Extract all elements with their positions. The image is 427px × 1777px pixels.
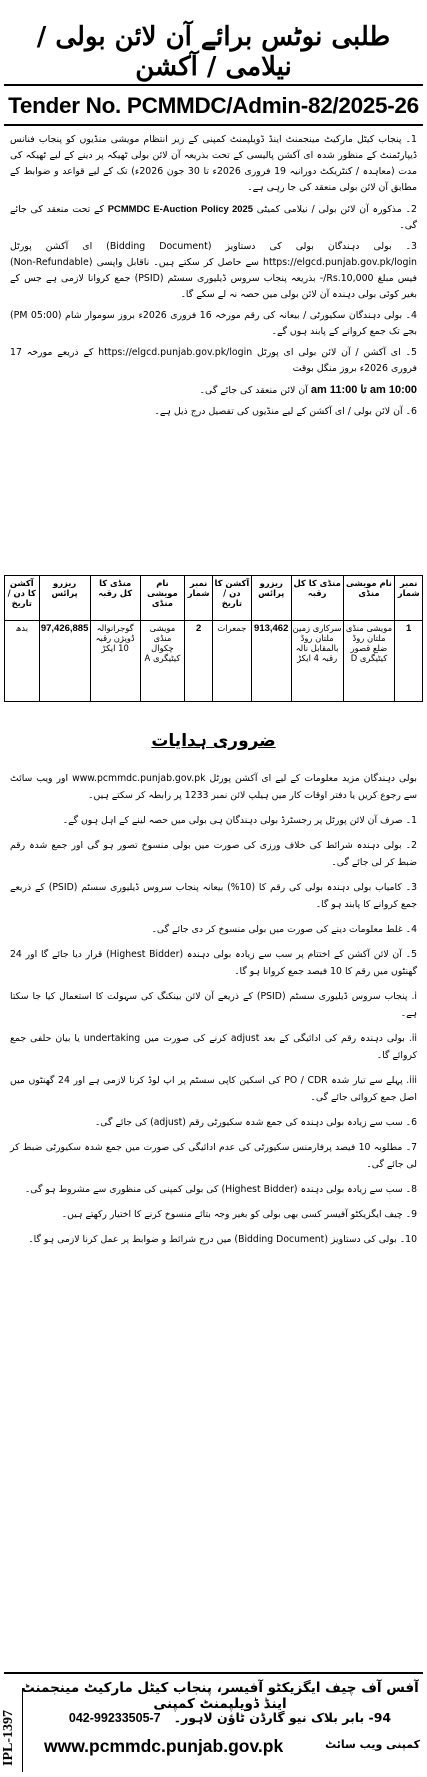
clause-6: 6۔ آن لائن بولی / ای آکشن کے لیے منڈیوں کی تفصیل درج ذیل ہے۔ bbox=[154, 406, 417, 417]
col-market-name-2: نام مویشی منڈی bbox=[140, 576, 185, 621]
clause-5-suffix: آن لائن منعقد کی جائے گی۔ bbox=[199, 385, 308, 396]
col-serial-2: نمبر شمار bbox=[185, 576, 213, 621]
clause-2-prefix: 2۔ مذکورہ آن لائن بولی / نیلامی کمیٹی bbox=[256, 204, 417, 215]
ipl-code: IPL-1397 bbox=[1, 1710, 16, 1766]
instruction-9: 9۔ چیف ایگزیکٹو آفیسر کسی بھی بولی کو بغیر وجہ بتائے منسوخ کرنے کا اختیار رکھتے ہیں۔ bbox=[61, 1209, 417, 1220]
clause-2 bbox=[10, 201, 417, 234]
clause-5-time bbox=[10, 382, 417, 399]
cell-market-name: مویشی منڈی ملتان روڈ ضلع قصور کیٹیگری D bbox=[343, 621, 395, 702]
instruction-10: 10۔ بولی کی دستاویز (Bidding Document) میں درج شرائط و ضوابط پر عمل کرنا لازمی ہو گا۔ bbox=[28, 1234, 417, 1245]
col-reserve-price-2: ریزرو پرائس bbox=[39, 576, 90, 621]
clause-5: 5۔ ای آکشن / آن لائن بولی ای پورٹل https://elgcd.punjab.gov.pk/login کے ذریعے مورخہ 17 فروری 2026ء بروز منگل بوقت bbox=[10, 347, 417, 374]
col-reserve-price: ریزرو پرائس bbox=[251, 576, 291, 621]
divider bbox=[4, 1672, 423, 1674]
col-auction-day-2: آکشن کا دن / تاریخ bbox=[5, 576, 40, 621]
instruction-3: 3۔ کامیاب بولی دہندہ بولی کی رقم کا (10%) بیعانہ پنجاب سروس ڈیلیوری سسٹم (PSID) کے ذریعے جمع کروانے کا پابند ہو گا۔ bbox=[10, 882, 417, 910]
instructions-heading: ضروری ہدایات bbox=[151, 731, 276, 751]
instruction-5: 5۔ آن لائن آکشن کے اختتام پر سب سے زیادہ بولی دہندہ (Highest Bidder) قرار دیا جائے گا اور 24 گھنٹوں میں رقم کا 10 فیصد جمع کروانا ہو گا۔ bbox=[10, 949, 417, 977]
instruction-5-ii: ii. بولی دہندہ رقم کی ادائیگی کے بعد adjust کرنے کی صورت میں undertaking یا بیان حلفی جمع کروائے گا۔ bbox=[10, 1033, 418, 1061]
cell-auction-day: جمعرات bbox=[212, 621, 251, 702]
instruction-intro: بولی دہندگان مزید معلومات کے لیے ای آکشن پورٹل www.pcmmdc.punjab.gov.pk اور ویب سائٹ سے رجوع کریں یا دفتر اوقات کار میں ہیلپ لائن نمبر 1233 پر رابطہ کر سکتے ہیں۔ bbox=[10, 773, 417, 801]
instruction-6: 6۔ سب سے زیادہ بولی دہندہ کی جمع شدہ سکیورٹی رقم (adjust) کی جائے گی۔ bbox=[94, 1117, 417, 1128]
clause-3: 3۔ بولی دہندگان بولی کی دستاویز (Bidding Document) ای آکشن پورٹل https://elgcd.punjab.gov.pk/login سے حاصل کر سکتے ہیں۔ ناقابل واپسی (Non-Refundable) فیس مبلغ Rs.10,000/- بذریعہ پنجاب سروس ڈیلیوری سسٹم (PSID) جمع کروانا لازمی ہے جس کے بغیر کوئی بولی دہندہ آن لائن بولی میں حصہ نہ لے سکے گا۔ bbox=[10, 241, 418, 300]
cell-area: سرکاری زمین ملتان روڈ بالمقابل نالہ رقبہ 4 ایکڑ bbox=[291, 621, 343, 702]
instruction-5-iii: iii. پہلے سے تیار شدہ PO / CDR کی اسکین کاپی سسٹم پر اپ لوڈ کرنا لازمی ہے اور 24 گھنٹوں میں اصل جمع کروائی جائے گی۔ bbox=[10, 1075, 417, 1103]
cell-serial-2: 2 bbox=[185, 621, 213, 702]
footer bbox=[0, 1678, 427, 1772]
col-market-name: نام مویشی منڈی bbox=[343, 576, 395, 621]
divider bbox=[4, 124, 423, 126]
col-auction-day: آکشن کا دن / تاریخ bbox=[212, 576, 251, 621]
clause-1: 1۔ پنجاب کیٹل مارکیٹ مینجمنٹ اینڈ ڈویلپمنٹ کمپنی کے زیر انتظام مویشی منڈیوں کو پنجاب فنانس ڈیپارٹمنٹ کے منظور شدہ ای آکشن پالیسی کے تحت بذریعہ آن لائن بولی ٹھیکہ پر دینے کے لیے ٹھیکہ کی مدت (معاہدہ / کنٹریکٹ دورانیہ 19 فروری 2026ء تا 30 جون 2026ء) تک کے لیے قواعد و ضوابط کے مطابق آن لائن بولی منعقد کی جا رہی ہے۔ bbox=[10, 134, 417, 193]
notice-clauses bbox=[10, 132, 417, 425]
office-name: آفس آف چیف ایگزیکٹو آفیسر، پنجاب کیٹل مارکیٹ مینجمنٹ اینڈ ڈویلپمنٹ کمپنی bbox=[21, 1680, 419, 1712]
office-address bbox=[40, 1710, 420, 1725]
table-header-row bbox=[5, 576, 423, 621]
instructions-list bbox=[10, 770, 417, 1256]
instruction-4: 4۔ غلط معلومات دینے کی صورت میں بولی منسوخ کر دی جائے گی۔ bbox=[151, 924, 417, 935]
instruction-2: 2۔ بولی دہندہ شرائط کی خلاف ورزی کی صورت میں بولی منسوخ تصور ہو گی اور جمع شدہ رقم ضبط کر لی جائے گی۔ bbox=[10, 840, 417, 868]
tender-number: Tender No. PCMMDC/Admin-82/2025-26 bbox=[8, 93, 419, 118]
cell-market-name-2: مویشی منڈی چکوال کیٹیگری A bbox=[140, 621, 185, 702]
instruction-5-i: i. پنجاب سروس ڈیلیوری سسٹم (PSID) کے ذریعے آن لائن بینکنگ کی سہولت کا استعمال کیا جا سکتا ہے۔ bbox=[10, 991, 418, 1019]
website-label: کمپنی ویب سائٹ bbox=[325, 1738, 420, 1751]
col-area-2: منڈی کا کل رقبہ bbox=[90, 576, 140, 621]
instruction-7: 7۔ مطلوبہ 10 فیصد پرفارمنس سکیورٹی کی عدم ادائیگی کی صورت میں جمع شدہ سکیورٹی ضبط کر لی جائے گی۔ bbox=[10, 1142, 417, 1170]
cell-serial: 1 bbox=[395, 621, 423, 702]
policy-name: PCMMDC E-Auction Policy 2025 bbox=[107, 203, 253, 214]
instruction-8: 8۔ سب سے زیادہ بولی دہندہ (Highest Bidder) کی بولی کمپنی کی منظوری سے مشروط ہو گی۔ bbox=[24, 1184, 417, 1195]
auction-time: 10:00 am تا 11:00 am bbox=[310, 384, 417, 396]
urdu-title: طلبی نوٹس برائے آن لائن بولی / نیلامی / آکشن bbox=[36, 22, 391, 82]
cell-reserve-price-2: 97,426,885 bbox=[39, 621, 90, 702]
website-link[interactable]: www.pcmmdc.punjab.gov.pk bbox=[44, 1736, 284, 1756]
cattle-market-table bbox=[4, 575, 423, 702]
office-phone: 042-99233505-7 bbox=[68, 1711, 161, 1725]
cell-auction-day-2: بدھ bbox=[5, 621, 40, 702]
table-row bbox=[5, 621, 423, 702]
clause-4: 4۔ بولی دہندگان سکیورٹی / بیعانہ کی رقم مورخہ 16 فروری 2026ء بروز سوموار شام (05:00 PM) بجے تک جمع کروانے کے پابند ہوں گے۔ bbox=[10, 310, 417, 337]
office-street: 94- بابر بلاک نیو گارڈن ٹاؤن لاہور۔ bbox=[173, 1710, 392, 1725]
col-serial: نمبر شمار bbox=[395, 576, 423, 621]
col-area: منڈی کا کل رقبہ bbox=[291, 576, 343, 621]
clause-2-suffix: کے تحت منعقد کی جائے گی۔ bbox=[10, 204, 417, 231]
divider bbox=[4, 84, 423, 86]
cell-reserve-price: 913,462 bbox=[251, 621, 291, 702]
cell-area-2: گوجرانوالہ ڈویژن رقبہ 10 ایکڑ bbox=[90, 621, 140, 702]
instruction-1: 1۔ صرف آن لائن پورٹل پر رجسٹرڈ بولی دہندگان ہی بولی میں حصہ لینے کے اہل ہوں گے۔ bbox=[62, 815, 417, 826]
